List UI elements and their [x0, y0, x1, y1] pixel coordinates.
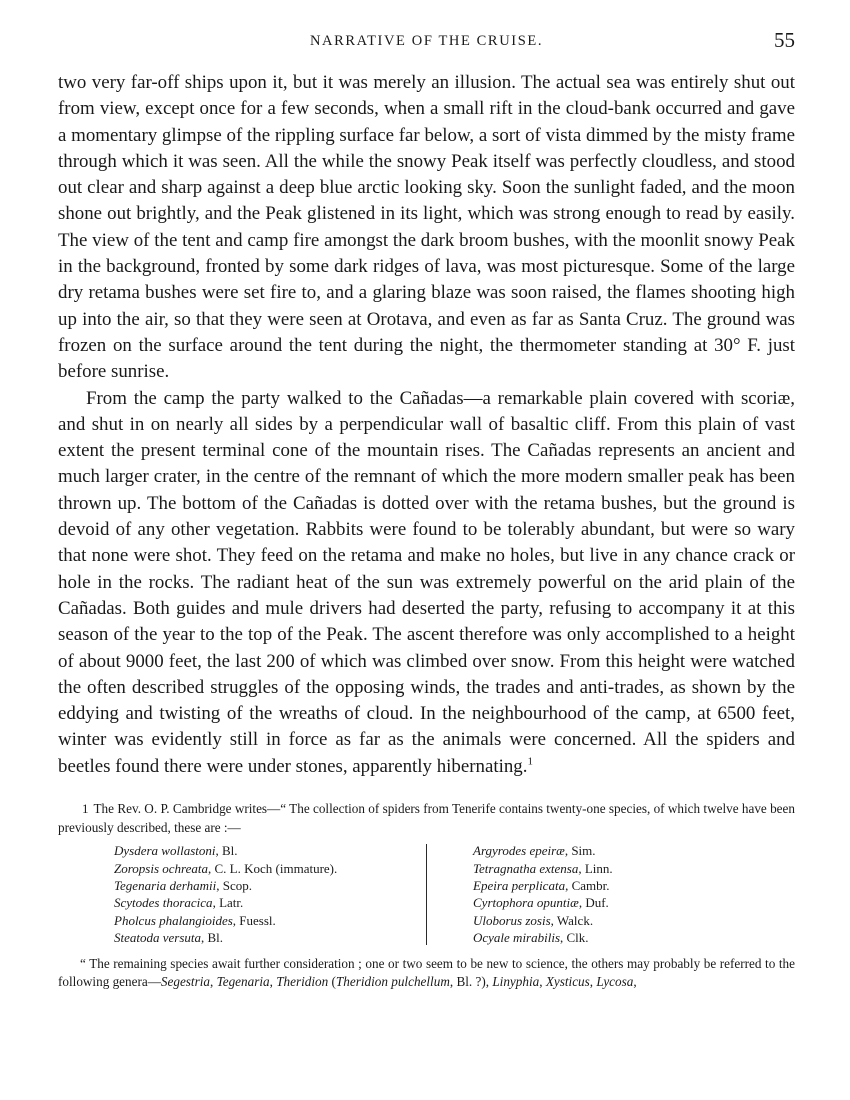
- species-column-left: [58, 842, 426, 946]
- species-name: Dysdera wollastoni: [114, 843, 216, 859]
- species-author: , Fuessl.: [232, 912, 276, 928]
- species-list: [58, 842, 795, 946]
- book-page: [58, 22, 795, 992]
- genus-name: Xysticus: [545, 974, 590, 990]
- species-entry: [114, 929, 426, 946]
- genus-separator: , Bl. ?),: [449, 974, 493, 990]
- genus-separator: ,: [210, 974, 217, 990]
- species-author: , Sim.: [564, 843, 596, 859]
- paragraph-text: From the camp the party walked to the Cañadas—a remarkable plain covered with scoriæ, and shut in on nearly all sides by a perpendicular wall of basaltic cliff. From this plain of vast extent the present terminal cone of the mountain rises. The Cañadas represents an ancient and much larger crater, in the centre of the remnant of which the more modern smaller peak has been thrown up. The bottom of the Cañadas is dotted over with the retama bushes, but the ground is devoid of any other vegetation. Rabbits were found to be tolerably abundant, but were so wary that none were shot. They feed on the retama and make no holes, but live in any chance crack or hole in the rocks. The radiant heat of the sun was extremely powerful on the arid plain of the Cañadas. Both guides and mule drivers had deserted the party, refusing to accompany it at this season of the year to the top of the Peak. The ascent therefore was only accomplished to a height of about 9000 feet, the last 200 of which was climbed over snow. From this height were watched the often described struggles of the opposing winds, the trades and anti-trades, as shown by the eddying and twisting of the wreaths of cloud. In the neighbourhood of the camp, at 6500 feet, winter was evidently still in force as far as the animals were concerned. All the spiders and beetles found there were under stones, apparently hibernating.: [58, 387, 795, 777]
- species-entry: [473, 842, 613, 859]
- species-entry: [114, 842, 426, 859]
- genus-name: Linyphia: [492, 974, 540, 990]
- genus-separator: ,: [589, 974, 597, 990]
- species-entry: [114, 860, 426, 877]
- species-author: , Bl.: [201, 930, 224, 946]
- species-entry: [473, 912, 613, 929]
- genus-name: Theridion: [276, 974, 329, 990]
- species-entry: [114, 894, 426, 911]
- running-title: NARRATIVE OF THE CRUISE.: [309, 33, 544, 49]
- species-name: Argyrodes epeiræ: [473, 843, 565, 859]
- footnote-number: 1: [82, 801, 89, 817]
- species-entry: [473, 894, 613, 911]
- species-author: , Latr.: [212, 895, 244, 911]
- genus-name: Tegenaria: [216, 974, 270, 990]
- species-entry: [114, 877, 426, 894]
- genus-separator: ,: [633, 974, 637, 990]
- footnote-continuation: [58, 955, 795, 992]
- species-author: , Cambr.: [565, 878, 610, 894]
- genus-name: Lycosa: [596, 974, 634, 990]
- species-entry: [114, 912, 426, 929]
- species-name: Cyrtophora opuntiæ: [473, 895, 579, 911]
- genus-separator: ,: [269, 974, 277, 990]
- species-author: , Clk.: [560, 930, 589, 946]
- footnote-intro-text: The Rev. O. P. Cambridge writes—“ The collection of spiders from Tenerife contains twenty-one species, of which twelve have been previously described, these are :—: [58, 801, 795, 835]
- genus-name: Segestria: [160, 974, 210, 990]
- species-name: Tegenaria derhamii: [114, 878, 217, 894]
- species-entry: [473, 860, 613, 877]
- species-author: , Walck.: [550, 912, 594, 928]
- species-name: Epeira perplicata: [473, 878, 566, 894]
- species-name: Zoropsis ochreata: [114, 860, 209, 876]
- footnote-intro: [58, 800, 795, 837]
- species-author: , C. L. Koch (immature).: [208, 860, 338, 876]
- running-head: [58, 22, 795, 50]
- species-author: , Duf.: [578, 895, 609, 911]
- species-name: Pholcus phalangioides: [114, 912, 233, 928]
- footnote-continuation-text: “ The remaining species await further consideration ; one or two seem to be new to science, the others may probably be referred to the following genera—: [58, 955, 795, 990]
- column-divider: [426, 844, 427, 944]
- page-number: 55: [774, 28, 795, 52]
- species-author: , Bl.: [215, 843, 238, 859]
- paragraph-text: two very far-off ships upon it, but it was merely an illusion. The actual sea was entirely shut out from view, except once for a few seconds, when a small rift in the cloud-bank occurred and gave a momentary glimpse of the rippling surface far below, a sort of vista dimmed by the misty frame through which it was seen. All the while the snowy Peak itself was perfectly cloudless, and stood out clear and sharp against a deep blue arctic looking sky. Soon the sunlight faded, and the moon shone out brightly, and the Peak glistened in its light, which was strong enough to read by easily. The view of the tent and camp fire amongst the dark broom bushes, with the moonlit snowy Peak in the background, fronted by some dark ridges of lava, was most picturesque. Some of the large dry retama bushes were set fire to, and a glaring blaze was soon raised, the flames shooting high up into the air, so that they were seen at Orotava, and even as far as Santa Cruz. The ground was frozen on the surface around the tent during the night, the thermometer standing at 30° F. just before sunrise.: [58, 72, 795, 383]
- genus-separator: ,: [539, 974, 546, 990]
- paragraph-canadas: [58, 386, 795, 780]
- species-entry: [473, 929, 613, 946]
- species-name: Steatoda versuta: [114, 930, 202, 946]
- genus-name: Theridion pulchellum: [335, 974, 450, 990]
- species-name: Ocyale mirabilis: [473, 930, 561, 946]
- footnote-reference[interactable]: 1: [527, 755, 533, 768]
- genus-separator: (: [328, 974, 336, 990]
- species-entry: [473, 877, 613, 894]
- body-text: [58, 70, 795, 780]
- species-author: , Linn.: [578, 860, 613, 876]
- species-name: Scytodes thoracica: [114, 895, 213, 911]
- species-name: Tetragnatha extensa: [473, 860, 579, 876]
- paragraph-continued: [58, 70, 795, 386]
- footnote: [58, 800, 795, 992]
- species-column-right: [473, 842, 613, 946]
- species-name: Uloborus zosis: [473, 912, 551, 928]
- species-author: , Scop.: [216, 878, 252, 894]
